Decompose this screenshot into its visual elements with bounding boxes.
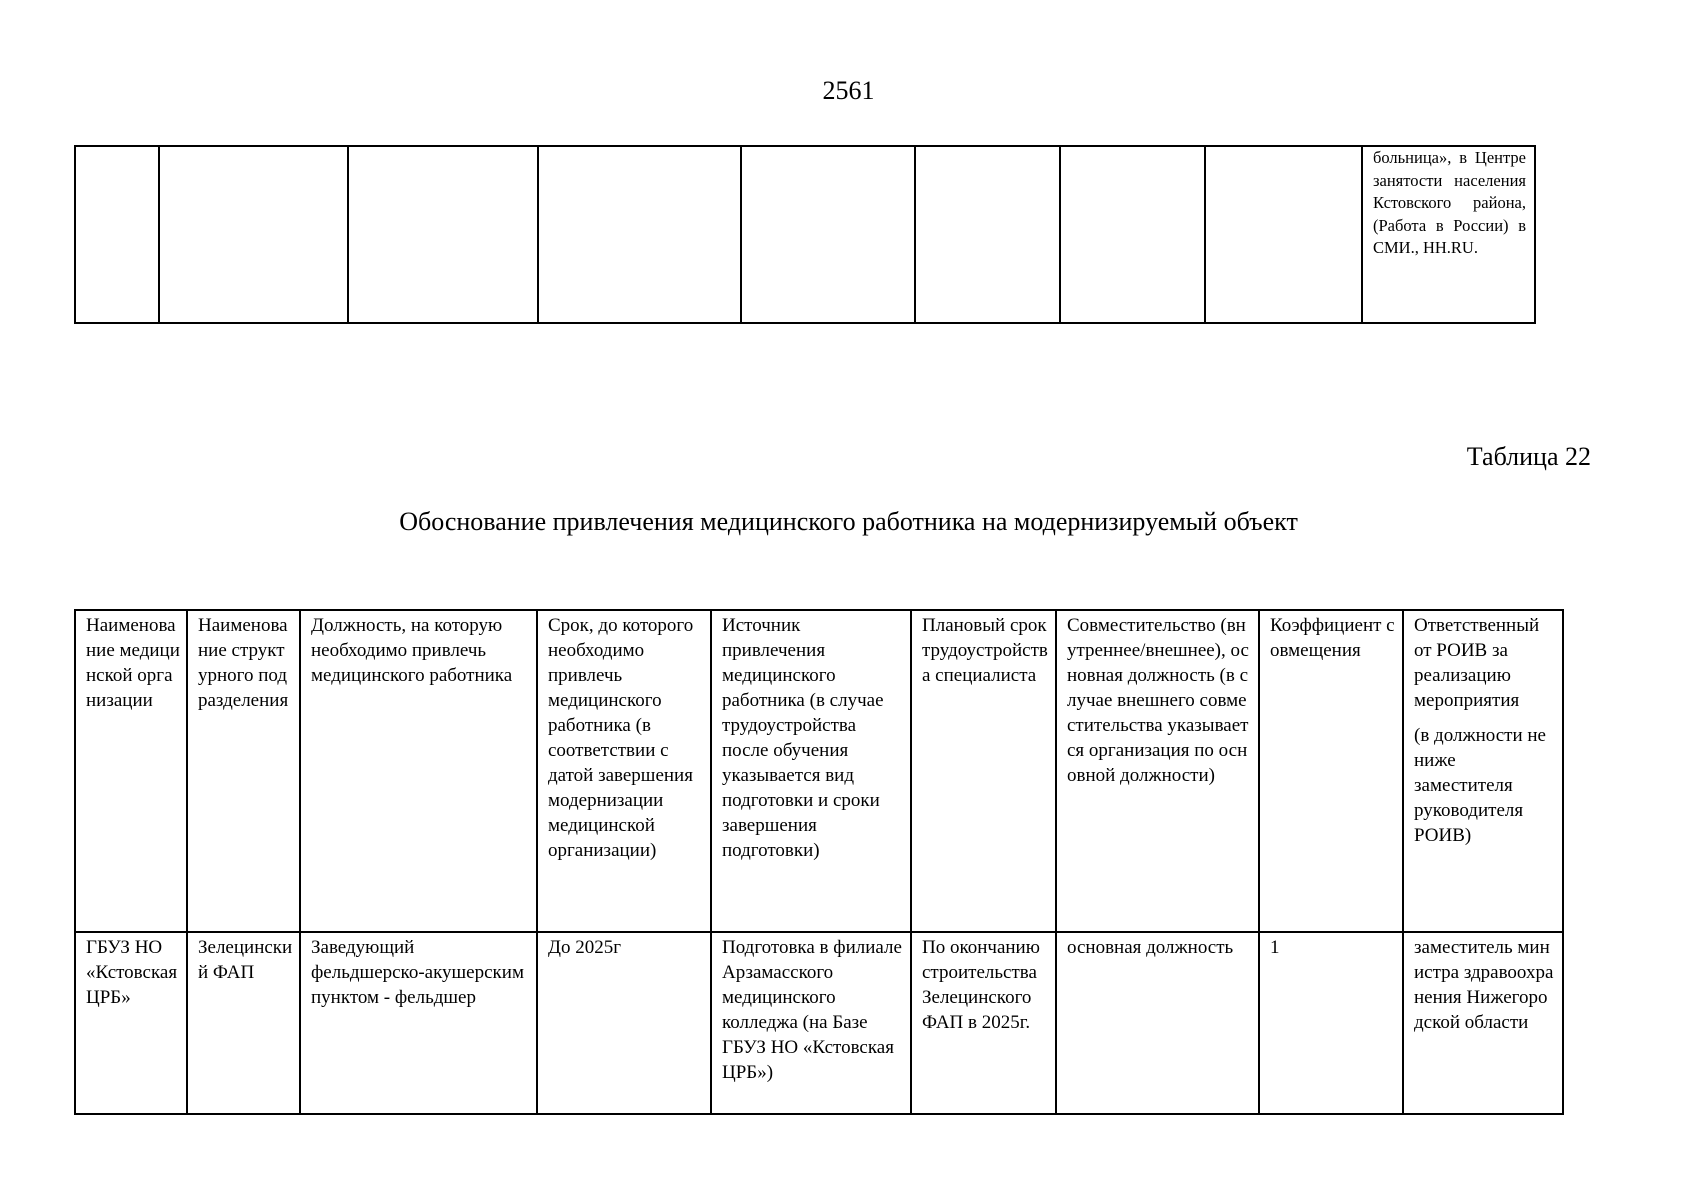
table-title: Обоснование привлечения медицинского работника на модернизируемый объект [399,507,1298,536]
header-cell-note: (в должности не ниже заместителя руководителя РОИВ) [1414,725,1546,846]
empty-cell [159,146,348,323]
header-cell: Плановый срок трудоустройства специалиста [911,610,1056,932]
header-cell-responsible [1403,610,1563,932]
table-cell: ГБУЗ НО «Кстовская ЦРБ» [75,932,187,1114]
page-number: 2561 [822,76,875,105]
header-cell: Совместительство (внутреннее/внешнее), основная должность (в случае внешнего совместительства указывается организация по основной должности) [1056,610,1259,932]
header-cell: Наименование структурного подразделения [187,610,300,932]
table-caption: Таблица 22 [1466,442,1591,471]
empty-cell [1205,146,1362,323]
header-cell: Источник привлечения медицинского работника (в случае трудоустройства после обучения указывается вид подготовки и сроки завершения подготовки) [711,610,911,932]
empty-cell [75,146,159,323]
table-cell: По окончанию строительства Зелецинского ФАП в 2025г. [911,932,1056,1114]
empty-cell [1060,146,1205,323]
table-cell: основная должность [1056,932,1259,1114]
continuation-table [74,145,1536,324]
header-cell-text: Ответственный от РОИВ за реализацию мероприятия [1414,615,1540,711]
table-cell: До 2025г [537,932,711,1114]
table-cell: Подготовка в филиале Арзамасского медицинского колледжа (на Базе ГБУЗ НО «Кстовская ЦРБ») [711,932,911,1114]
table-cell: 1 [1259,932,1403,1114]
continuation-cell-text: больница», в Центре занятости населения Кстовского района, (Работа в России) в СМИ., HH.RU. [1362,146,1535,323]
justification-table [74,609,1564,1115]
empty-cell [915,146,1060,323]
empty-cell [741,146,915,323]
header-cell: Срок, до которого необходимо привлечь медицинского работника (в соответствии с датой завершения модернизации медицинской организации) [537,610,711,932]
table-cell: Заведующий фельдшерско-акушерским пунктом - фельдшер [300,932,537,1114]
empty-cell [348,146,538,323]
empty-cell [538,146,741,323]
header-cell: Коэффициент совмещения [1259,610,1403,932]
table-row [75,932,1563,1114]
table-header-row [75,610,1563,932]
table-cell: заместитель министра здравоохранения Нижегородской области [1403,932,1563,1114]
header-cell: Должность, на которую необходимо привлечь медицинского работника [300,610,537,932]
table-cell: Зелецинский ФАП [187,932,300,1114]
continuation-row [75,146,1535,323]
header-cell: Наименование медицинской организации [75,610,187,932]
